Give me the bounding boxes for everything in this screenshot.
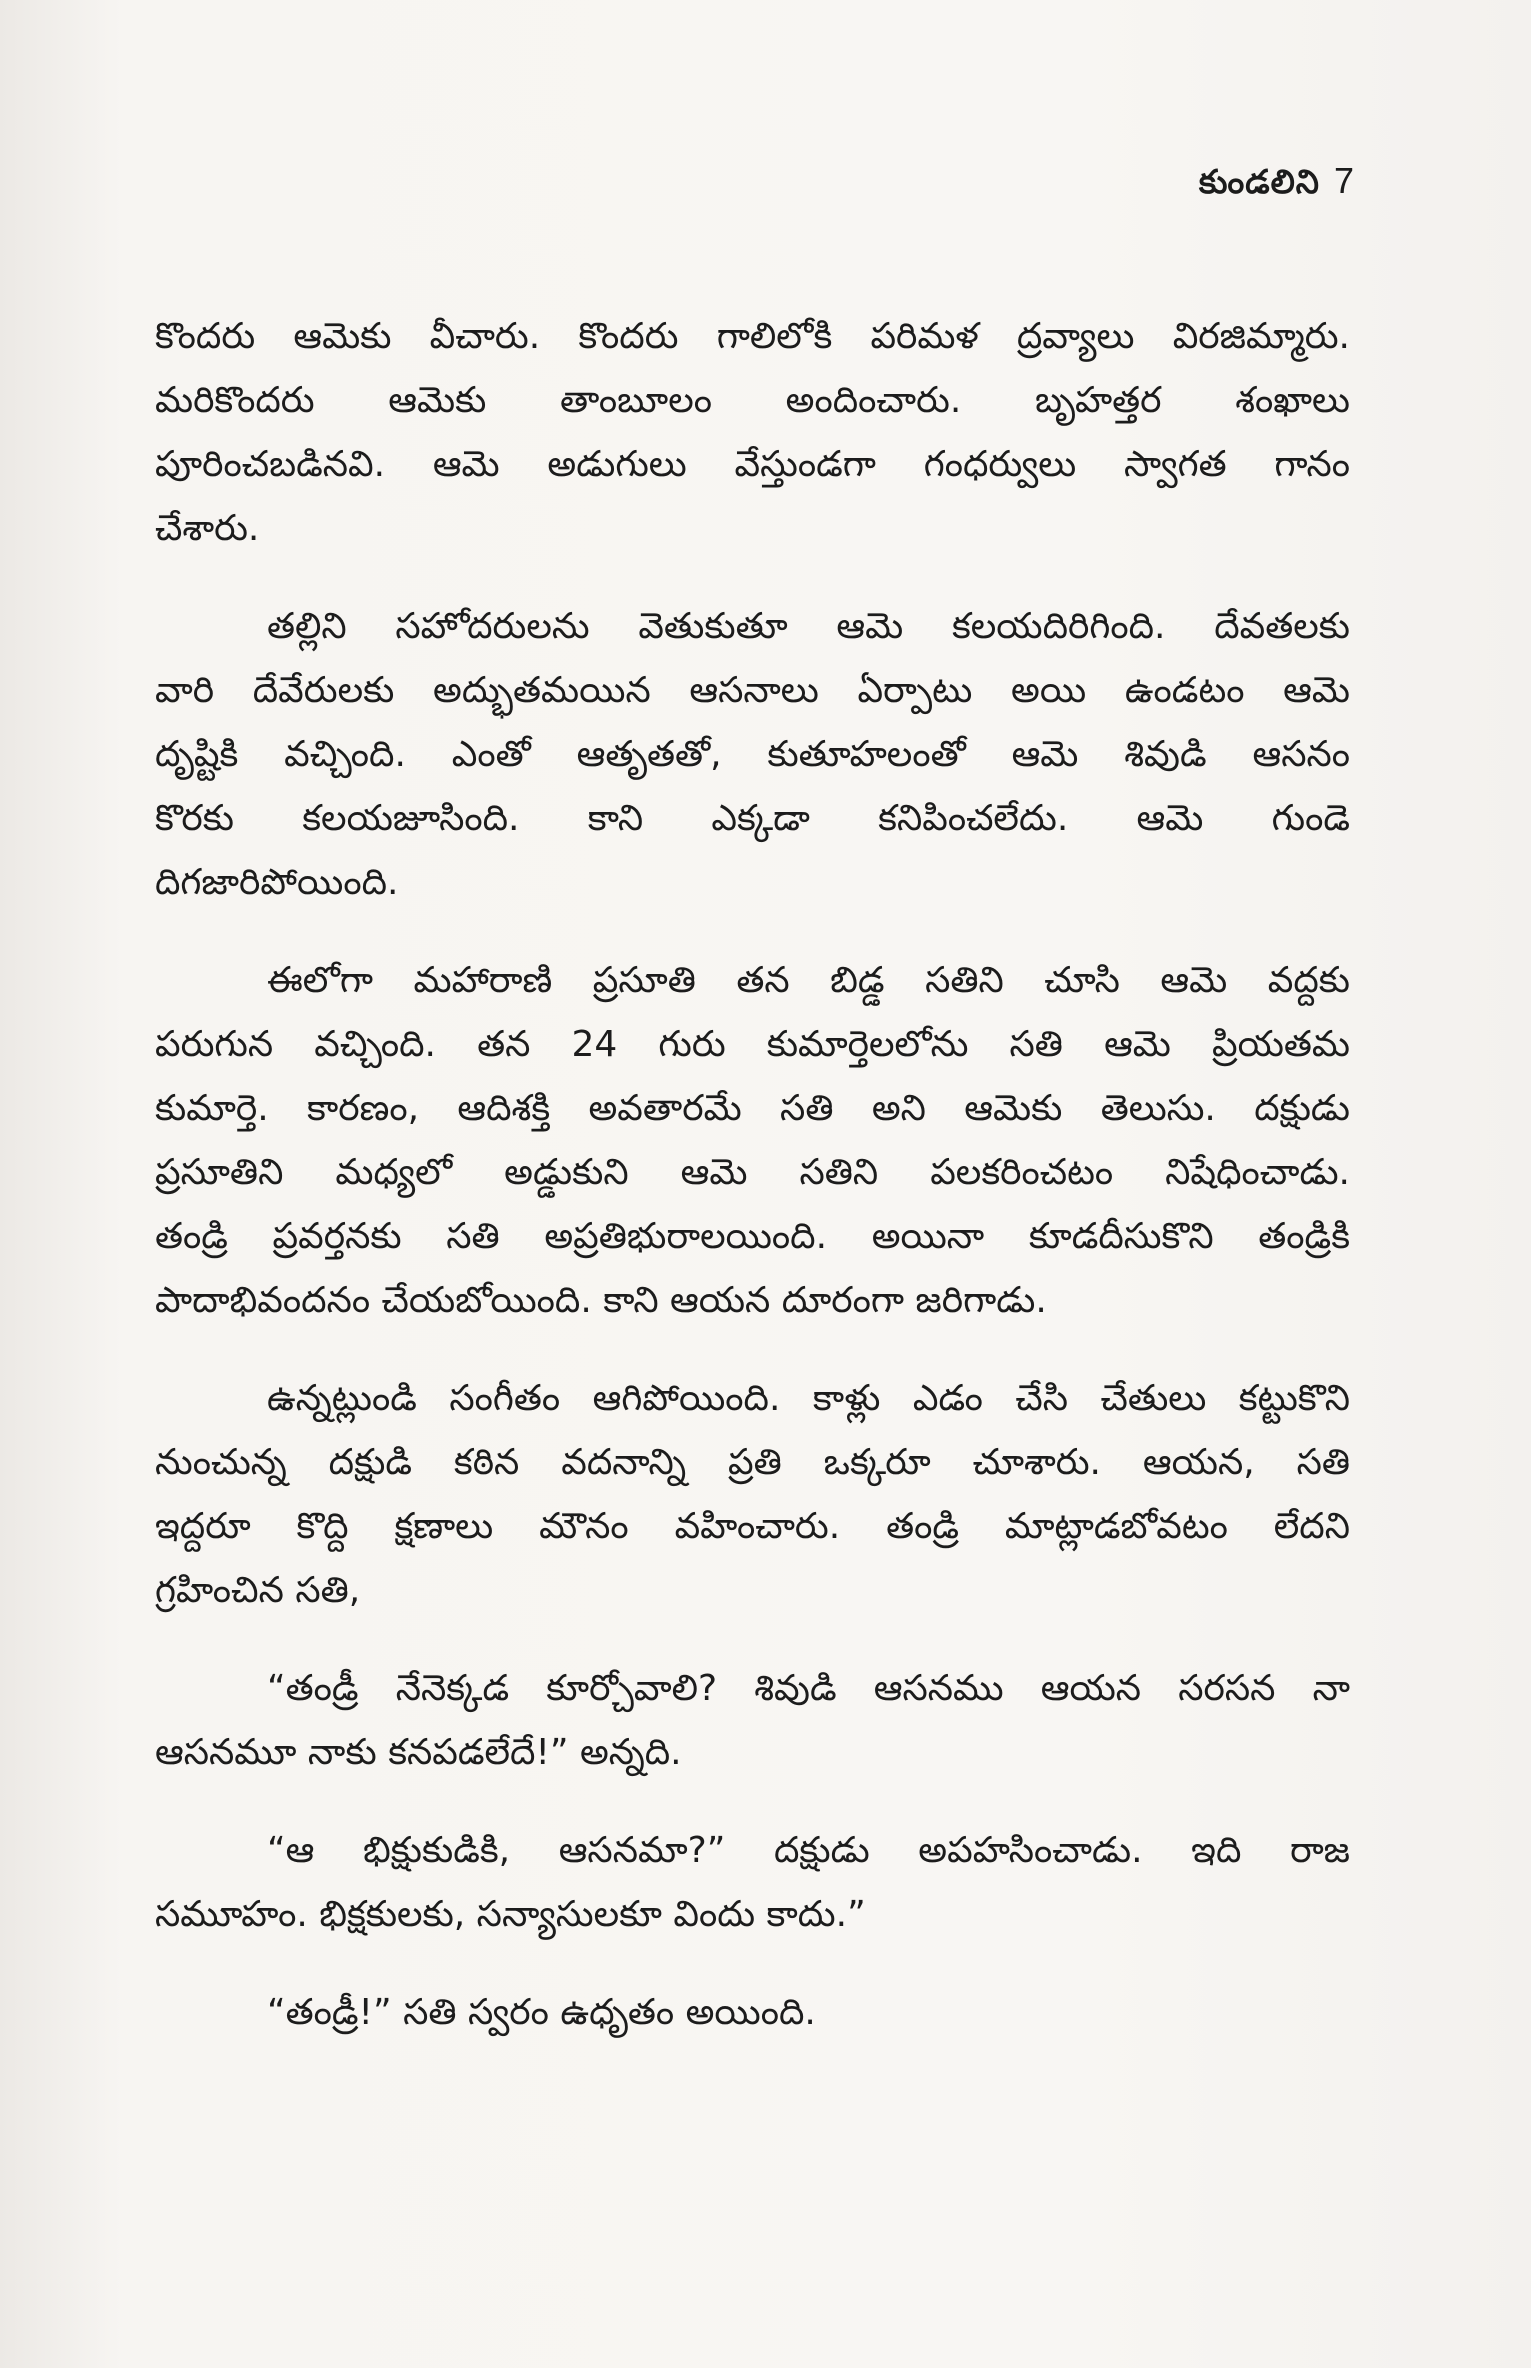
paragraph [155, 1819, 1350, 1947]
text-line: ఉన్నట్లుండి సంగీతం ఆగిపోయింది. కాళ్లు ఎడం చేసి చేతులు కట్టుకొని [267, 1378, 1350, 1419]
text-line: తండ్రి ప్రవర్తనకు సతి అప్రతిభురాలయింది. అయినా కూడదీసుకొని తండ్రికి [155, 1216, 1350, 1257]
text-line: “తండ్రీ!” సతి స్వరం ఉధృతం అయింది. [267, 1992, 816, 2033]
text-line: దిగజారిపోయింది. [155, 862, 399, 903]
text-line: తల్లిని సహోదరులను వెతుకుతూ ఆమె కలయదిరిగింది. దేవతలకు [267, 606, 1350, 647]
text-line: దృష్టికి వచ్చింది. ఎంతో ఆతృతతో, కుతూహలంతో ఆమె శివుడి ఆసనం [155, 734, 1350, 775]
text-line: “ఆ భిక్షుకుడికి, ఆసనమా?” దక్షుడు అపహసించాడు. ఇది రాజ [267, 1830, 1350, 1871]
text-line: నుంచున్న దక్షుడి కఠిన వదనాన్ని ప్రతి ఒక్కరూ చూశారు. ఆయన, సతి [155, 1442, 1350, 1483]
paragraph [155, 949, 1350, 1333]
text-line: చేశారు. [155, 508, 260, 549]
chapter-title: కుండలిని [1198, 162, 1320, 201]
body-text [155, 305, 1350, 2079]
running-header [1199, 160, 1355, 209]
paragraph [155, 1657, 1350, 1785]
text-line: కుమార్తె. కారణం, ఆదిశక్తి అవతారమే సతి అని ఆమెకు తెలుసు. దక్షుడు [155, 1088, 1350, 1129]
paragraph [155, 305, 1350, 561]
paragraph [155, 595, 1350, 915]
text-line: ప్రసూతిని మధ్యలో అడ్డుకుని ఆమె సతిని పలకరించటం నిషేధించాడు. [155, 1152, 1350, 1193]
text-line: సమూహం. భిక్షకులకు, సన్యాసులకూ విందు కాదు.” [155, 1894, 866, 1935]
text-line: పరుగున వచ్చింది. తన 24 గురు కుమార్తెలలోను సతి ఆమె ప్రియతమ [155, 1024, 1350, 1065]
text-line: కొందరు ఆమెకు వీచారు. కొందరు గాలిలోకి పరిమళ ద్రవ్యాలు విరజిమ్మారు. [155, 316, 1350, 357]
text-line: వారి దేవేరులకు అద్భుతమయిన ఆసనాలు ఏర్పాటు అయి ఉండటం ఆమె [155, 670, 1350, 711]
paragraph [155, 1367, 1350, 1623]
text-line: ఆసనమూ నాకు కనపడలేదే!” అన్నది. [155, 1732, 682, 1773]
paragraph [155, 1981, 1350, 2045]
text-line: మరికొందరు ఆమెకు తాంబూలం అందించారు. బృహత్తర శంఖాలు [155, 380, 1350, 421]
text-line: గ్రహించిన సతి, [155, 1570, 361, 1611]
text-line: ఇద్దరూ కొద్ది క్షణాలు మౌనం వహించారు. తండ్రి మాట్లాడబోవటం లేదని [155, 1506, 1350, 1547]
text-line: “తండ్రీ నేనెక్కడ కూర్చోవాలి? శివుడి ఆసనము ఆయన సరసన నా [267, 1668, 1350, 1709]
text-line: పూరించబడినవి. ఆమె అడుగులు వేస్తుండగా గంధర్వులు స్వాగత గానం [155, 444, 1350, 485]
text-line: ఈలోగా మహారాణి ప్రసూతి తన బిడ్డ సతిని చూసి ఆమె వద్దకు [267, 960, 1350, 1001]
text-line: కొరకు కలయజూసింది. కాని ఎక్కడా కనిపించలేదు. ఆమె గుండె [155, 798, 1350, 839]
page-number: 7 [1333, 160, 1355, 201]
text-line: పాదాభివందనం చేయబోయింది. కాని ఆయన దూరంగా జరిగాడు. [155, 1280, 1047, 1321]
